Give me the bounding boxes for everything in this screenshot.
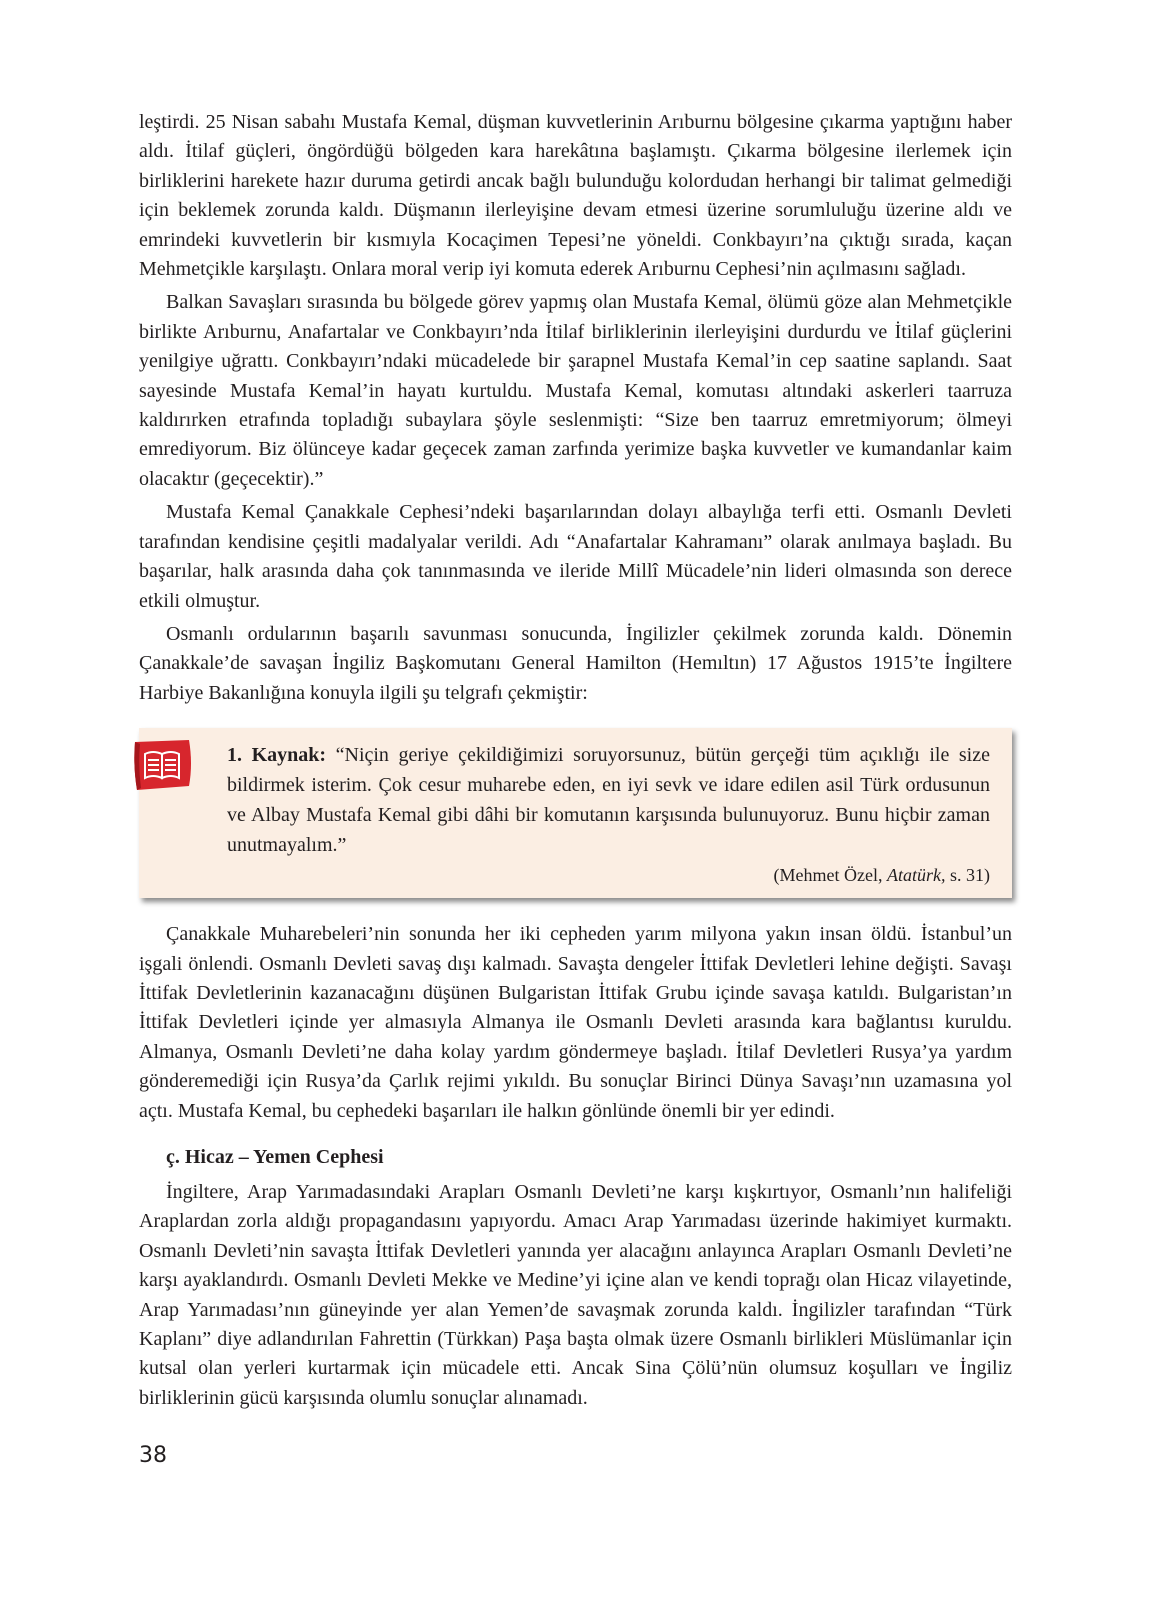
paragraph: Osmanlı ordularının başarılı savunması sonucunda, İngilizler çekilmek zorunda kaldı. Dönemin Çanakkale’de savaşan İngiliz Başkomutanı General Hamilton (Hemıltın) 17 Ağustos 1915’te İngiltere Harbiye Bakanlığına konuyla ilgili şu telgrafı çekmiştir:	[139, 622, 1012, 704]
section-heading: ç. Hicaz – Yemen Cephesi	[166, 1145, 384, 1168]
cite-suffix: s. 31)	[945, 865, 990, 886]
paragraph: leştirdi. 25 Nisan sabahı Mustafa Kemal, düşman kuvvetlerinin Arıburnu bölgesine çıkarma yaptığını haber aldı. İtilaf güçleri, öngördüğü bölgeden kara harekâtına başlamıştı. Çıkarma bölgesine ilerlemek için birliklerini harekete hazır duruma getirdi ancak bağlı bulunduğu kolordudan herhangi bir talimat gelmediği için beklemek zorunda kaldı. Düşmanın ilerleyişine devam etmesi üzerine sorumluluğu üzerine aldı ve emrindeki kuvvetlerin bir kısmıyla Kocaçimen Tepesi’ne yöneldi. Conkbayırı’na çıktığı sırada, kaçan Mehmetçikle karşılaştı. Onlara moral verip iyi komuta ederek Arıburnu Cephesi’nin açılmasını sağladı.	[139, 111, 1012, 281]
page-content	[139, 108, 1012, 1413]
source-citation	[147, 862, 990, 888]
paragraph: İngiltere, Arap Yarımadasındaki Arapları Osmanlı Devleti’ne karşı kışkırtıyor, Osmanlı’nın halifeliği Araplardan zorla aldığı propagandasını yapıyordu. Amacı Arap Yarımadası üzerinde hakimiyet kurmaktı. Osmanlı Devleti’nin savaşta İttifak Devletleri yanında yer alacağını anlayınca Arapları Osmanlı Devleti’ne karşı ayaklandırdı. Osmanlı Devleti Mekke ve Medine’yi içine alan ve kendi toprağı olan Hicaz vilayetinde, Arap Yarımadası’nın güneyinde yer alan Yemen’de savaşmak zorunda kaldı. İngilizler tarafından “Türk Kaplanı” diye adlandırılan Fahrettin (Türkkan) Paşa başta olmak üzere Osmanlı birlikleri Müslümanlar için kutsal olan yerleri kurtarmak için mücadele etti. Ancak Sina Çölü’nün olumsuz koşulları ve İngiliz birliklerinin gücü karşısında olumlu sonuçlar alınamadı.	[139, 1180, 1012, 1409]
paragraph: Çanakkale Muharebeleri’nin sonunda her iki cepheden yarım milyona yakın insan öldü. İstanbul’un işgali önlendi. Osmanlı Devleti savaş dışı kalmadı. Savaşta dengeler İttifak Devletleri lehine değişti. Savaşı İttifak Devletlerinin kazanacağını düşünen Bulgaristan İttifak Grubu içinde savaşa katıldı. Bulgaristan’ın İttifak Devletleri içinde yer almasıyla Almanya ile Osmanlı Devleti arasında kara bağlantısı kuruldu. Almanya, Osmanlı Devleti’ne daha kolay yardım göndermeye başladı. İtilaf Devletleri Rusya’ya yardım gönderemediği için Rusya’da Çarlık rejimi yıkıldı. Bu sonuçlar Birinci Dünya Savaşı’nın uzamasına yol açtı. Mustafa Kemal, bu cephedeki başarıları ile halkın gönlünde önemli bir yer edindi.	[139, 923, 1012, 1122]
page-number: 38	[139, 1443, 167, 1468]
book-icon	[131, 736, 195, 794]
source-box	[139, 728, 1012, 898]
cite-title: Atatürk,	[887, 865, 946, 886]
paragraph: Mustafa Kemal Çanakkale Cephesi’ndeki başarılarından dolayı albaylığa terfi etti. Osmanlı Devleti tarafından kendisine çeşitli madalyalar verildi. Adı “Anafartalar Kahramanı” olarak anılmaya başladı. Bu başarılar, halk arasında daha çok tanınmasında ve ileride Millî Mücadele’nin lideri olmasında son derece etkili olmuştur.	[139, 501, 1012, 612]
source-text	[147, 740, 990, 860]
source-label: 1. Kaynak:	[227, 744, 327, 767]
paragraph: Balkan Savaşları sırasında bu bölgede görev yapmış olan Mustafa Kemal, ölümü göze alan Mehmetçikle birlikte Arıburnu, Anafartalar ve Conkbayırı’nda İtilaf birliklerinin ilerleyişini durdurdu ve İtilaf güçlerini yenilgiye uğrattı. Conkbayırı’ndaki mücadelede bir şarapnel Mustafa Kemal’in cep saatine saplandı. Saat sayesinde Mustafa Kemal’in hayatı kurtuldu. Mustafa Kemal, komutası altındaki askerleri taarruza kaldırırken etrafında topladığı subaylara şöyle seslenmişti: “Size ben taarruz emretmiyorum; ölmeyi emrediyorum. Biz ölünceye kadar geçecek zaman zarfında yerimize başka kuvvetler ve kumandanlar kaim olacaktır (geçecektir).”	[139, 291, 1012, 490]
source-quote: “Niçin geriye çekildiğimizi soruyorsunuz, bütün gerçeği tüm açıklığı ile size bildirmek isterim. Çok cesur muharebe eden, en iyi sevk ve idare edilen asil Türk ordusunun ve Albay Mustafa Kemal gibi dâhi bir komutanın karşısında bulunuyoruz. Bunu hiçbir zaman unutmayalım.”	[227, 744, 990, 857]
cite-prefix: (Mehmet Özel,	[773, 865, 887, 886]
